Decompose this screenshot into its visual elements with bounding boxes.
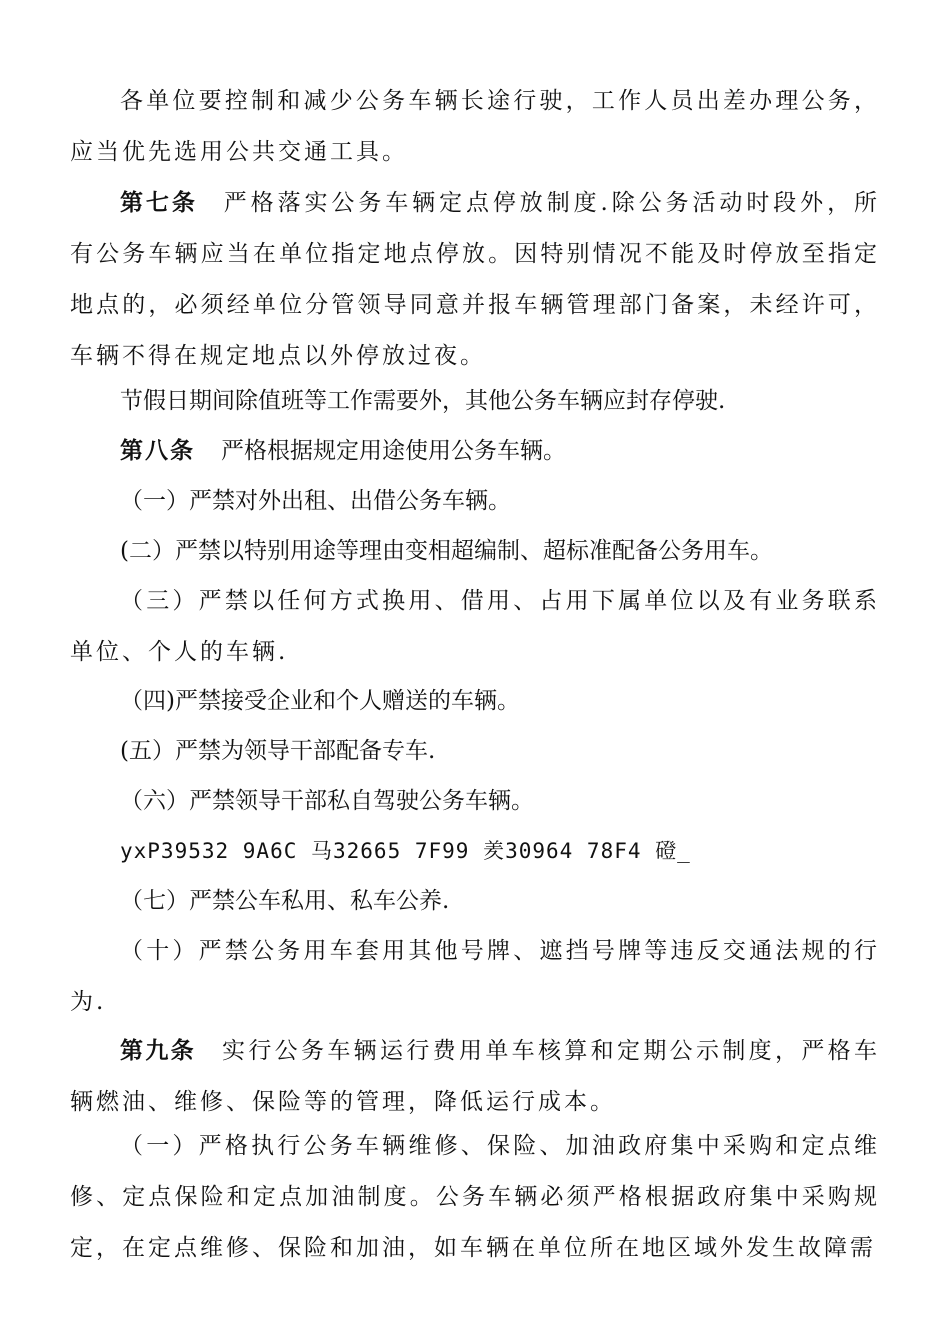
- item-5: (五）严禁为领导干部配备专车.: [120, 738, 436, 764]
- paragraph-holidays: 节假日期间除值班等工作需要外，其他公务车辆应封存停驶.: [120, 388, 726, 414]
- article-8-heading: 第八条: [120, 438, 195, 464]
- article-8: [120, 426, 566, 477]
- item-9-1: （一）严格执行公务车辆维修、保险、加油政府集中采购和定点维修、定点保险和定点加油制度。公务车辆必须严格根据政府集中采购规定，在定点维修、保险和加油，如车辆在单位所在地区域外发生故障需: [70, 1133, 880, 1261]
- item-7: （七）严禁公车私用、私车公养.: [120, 888, 450, 914]
- item-1: （一）严禁对外出租、出借公务车辆。: [120, 488, 511, 514]
- code-line: yxP39532 9A6C 马32665 7F99 羑30964 78F4 磴_: [120, 839, 691, 863]
- item-4: （四)严禁接受企业和个人赠送的车辆。: [120, 688, 520, 714]
- paragraph-intro: 各单位要控制和减少公务车辆长途行驶，工作人员出差办理公务，应当优先选用公共交通工具。: [70, 88, 880, 165]
- article-8-text: 严格根据规定用途使用公务车辆。: [221, 438, 566, 464]
- article-7-text: 严格落实公务车辆定点停放制度.除公务活动时段外，所有公务车辆应当在单位指定地点停放。因特别情况不能及时停放至指定地点的，必须经单位分管领导同意并报车辆管理部门备案，未经许可，车辆不得在规定地点以外停放过夜。: [70, 190, 881, 369]
- article-9-heading: 第九条: [120, 1038, 196, 1064]
- item-2: (二）严禁以特别用途等理由变相超编制、超标准配备公务用车。: [120, 538, 773, 564]
- article-7: [70, 178, 880, 382]
- article-9: [70, 1026, 880, 1128]
- item-6: （六）严禁领导干部私自驾驶公务车辆。: [120, 788, 534, 814]
- item-3: （三）严禁以任何方式换用、借用、占用下属单位以及有业务联系单位、个人的车辆.: [70, 588, 880, 665]
- item-10: （十）严禁公务用车套用其他号牌、遮挡号牌等违反交通法规的行为.: [70, 938, 880, 1015]
- article-7-heading: 第七条: [120, 190, 198, 216]
- article-9-text: 实行公务车辆运行费用单车核算和定期公示制度，严格车辆燃油、维修、保险等的管理，降低运行成本。: [70, 1038, 880, 1115]
